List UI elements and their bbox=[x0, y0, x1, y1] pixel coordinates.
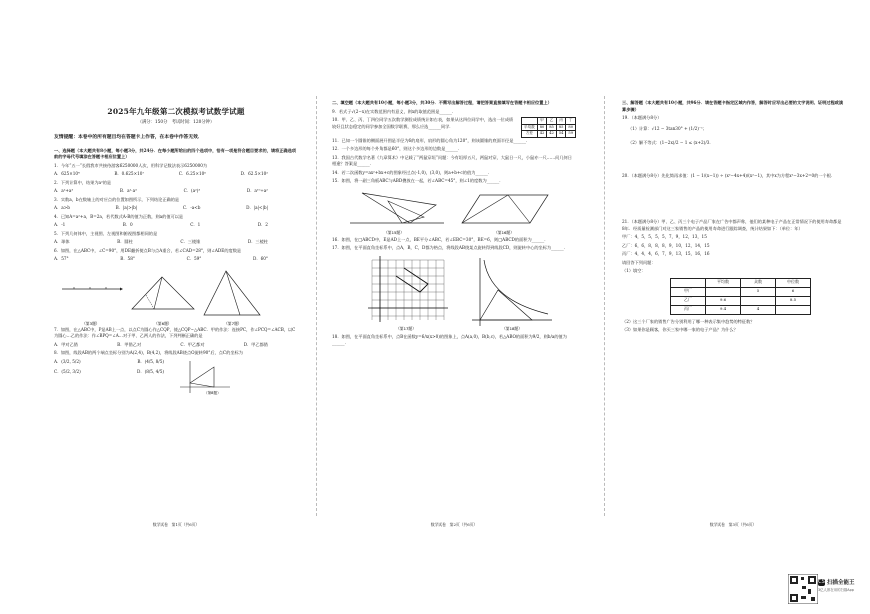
figure-label: （第6题） bbox=[154, 320, 172, 326]
option: C．6.25×10⁶ bbox=[178, 171, 206, 177]
cs-logo-icon: CS bbox=[818, 578, 825, 585]
option: A．甲对乙错 bbox=[54, 341, 78, 347]
option: B．58° bbox=[120, 256, 135, 262]
option: A．(3/2, 5/2) bbox=[54, 358, 81, 364]
figure-label: （第16题） bbox=[494, 229, 515, 235]
question-4: 4．已知A=a²+a，B=2a，若代数式A-B的值为正数，则a的值可以是 bbox=[54, 213, 184, 219]
scanner-sub: 3亿人都在用的扫描App bbox=[818, 588, 854, 592]
page-divider bbox=[604, 96, 605, 516]
question-6: 6．如图，在△ABC中，∠C=90°，用DE翻折使点B与点A重合，若∠CAD=28°，则∠ADE的度数是 bbox=[54, 247, 242, 253]
table-cell: 乙 bbox=[547, 118, 557, 125]
option: C．59° bbox=[186, 256, 202, 262]
table-cell: 众数 bbox=[741, 278, 776, 287]
figure-label: （第8题） bbox=[204, 390, 221, 395]
option: C．1 bbox=[190, 222, 201, 228]
option: D．62.5×10⁵ bbox=[240, 171, 268, 177]
question-21: 21．（本题满分8分）甲、乙、丙三个电子产品厂家在广告中都声称，他们的某种电子产品在正常情况下的使用寿命都是8年．经质量检测部门对这三家销售的产品的使用寿命进行跟踪调查，统计结果如下：（单位：年） bbox=[622, 219, 842, 231]
exam-page-1 bbox=[54, 88, 298, 528]
question-8-body bbox=[54, 359, 298, 395]
question-19-part-1: （1）计算：√12 − 3tan30° + (1/2)⁻¹； bbox=[628, 125, 707, 131]
question-10: 10．甲、乙、丙、丁四位同学五次数学测验成绩统计如右表，如果从这四位同学中，选出一位成绩较好且状态稳定的同学参加全国数学联赛，那么应选______同学． bbox=[332, 117, 514, 129]
exam-page-2 bbox=[332, 88, 576, 528]
question-1-options bbox=[54, 171, 298, 178]
triangle-fold-figure bbox=[132, 277, 194, 309]
table-row bbox=[671, 305, 811, 314]
option: B．(4/5, 8/5) bbox=[137, 358, 164, 364]
triangle-similar-figure bbox=[204, 271, 260, 315]
table-cell: 丙 bbox=[556, 118, 566, 125]
table-cell: 85 bbox=[556, 124, 566, 131]
table-cell: 85 bbox=[547, 124, 557, 131]
question-1: 1．今年“五一”长假我市共接待游客6250000人次，用科学记数法表示6250000为 bbox=[54, 162, 208, 168]
question-12: 12．一个多边形的每个外角都是60°，则这个多边形的边数是______． bbox=[332, 146, 463, 152]
option: B．甲错乙对 bbox=[117, 341, 142, 347]
table-cell bbox=[671, 278, 706, 287]
section-fill: 二、填空题（本大题共有10小题，每小题3分，共30分．不需写出解答过程，请把答案直接填写在答题卡相应位置上） bbox=[332, 100, 552, 105]
page-divider bbox=[316, 96, 317, 516]
question-21-part-3: （3）如果你是顾客，你买三家中哪一家的电子产品？为什么？ bbox=[622, 327, 738, 332]
option: D．(8/5, 4/5) bbox=[137, 369, 164, 375]
question-13: 13．我国古代数学名著《九章算术》中记载了“两鼠穿垣”问题：今有垣厚五尺，两鼠对穿，大鼠日一尺，小鼠亦一尺……问几何日相逢？答案是______． bbox=[332, 154, 572, 167]
question-9: 9．若式子√(2−x)在实数范围内有意义，则x的取值范围是______． bbox=[332, 108, 457, 114]
option: D．三棱柱 bbox=[247, 239, 268, 245]
question-20: 20．（本题满分8分）先化简再求值：(1 − 1/(x−1)) ÷ (x²−4x+4)/(x²−1)，其中x为方程x²−3x+2=0的一个根． bbox=[622, 172, 836, 178]
table-cell: 59 bbox=[566, 131, 576, 138]
option-row bbox=[54, 369, 174, 376]
figure-label: （第15题） bbox=[384, 229, 405, 235]
option: A．球体 bbox=[54, 239, 70, 245]
qr-code-icon bbox=[788, 574, 818, 604]
question-11: 11．已知一个圆锥的侧面展开图是半径为6的扇形，扇形的圆心角为120°，则该圆锥的底面半径是______． bbox=[332, 137, 531, 143]
exam-page-3 bbox=[622, 88, 844, 528]
page-footer: 数学试卷 第2页（共6页） bbox=[430, 522, 478, 528]
exam-subtitle: （满分：150分 考试时间：120分钟） bbox=[137, 119, 215, 125]
table-cell: 平均数 bbox=[521, 124, 537, 131]
table-cell: 80 bbox=[566, 124, 576, 131]
option: C．-a<b bbox=[182, 205, 201, 211]
question-4-options bbox=[54, 222, 298, 229]
option: C．(a²)³ bbox=[183, 188, 201, 194]
table-cell: 42 bbox=[547, 131, 557, 138]
table-header bbox=[671, 278, 811, 287]
option: A．a²+a³ bbox=[54, 188, 74, 194]
option: A．a>b bbox=[54, 205, 70, 211]
question-21-ask: 请回答下列问题： bbox=[622, 259, 656, 265]
scanner-name: 扫描全能王 bbox=[827, 580, 855, 586]
option: D．60° bbox=[253, 256, 268, 262]
question-3-options bbox=[54, 205, 298, 212]
exam-title: 2025年九年级第二次模拟考试数学试题 bbox=[107, 107, 245, 116]
parallelogram-figure bbox=[462, 195, 548, 223]
table-row bbox=[521, 131, 575, 138]
table-cell: 中位数 bbox=[776, 278, 811, 287]
data-yi: 乙厂：6，6，8，8，8，9，10，12，14，15 bbox=[622, 242, 710, 248]
coordinate-figure-8 bbox=[174, 359, 234, 395]
hyperbola-figure bbox=[472, 258, 552, 326]
table-cell: 乙厂 bbox=[671, 296, 706, 305]
question-18: 18．如图，在平面直角坐标系中，点B在函数y=6/x(x>0)的图象上，点A(a,0)，B(b,c)，若△ABO的面积为9/2，则b/a的值为______． bbox=[332, 333, 567, 346]
table-cell: 5 bbox=[741, 287, 776, 296]
triangle-ruler-figure bbox=[350, 193, 444, 223]
data-jia: 甲厂：4，5，5，5，5，7，9，12，13，15 bbox=[622, 234, 707, 239]
question-6-options bbox=[54, 256, 298, 263]
question-8: 8．如图，线段AB的两个端点坐标分别为A(2,4)，B(4,2)，将线段AB绕点O旋转90°后，点C的坐标为 bbox=[54, 350, 243, 356]
section-choice: 一、选择题（本大题共有8小题，每小题3分，共24分．在每小题所给出的四个选项中，恰有一项是符合题目要求的，请将正确选项前的字母代号填涂在答题卡相应位置上） bbox=[54, 147, 296, 160]
scanner-badge bbox=[818, 578, 870, 600]
table-cell: 甲厂 bbox=[671, 287, 706, 296]
question-3: 3．实数a，b在数轴上的对应点的位置如图所示，下列结论正确的是 bbox=[54, 196, 180, 202]
table-cell: 6 bbox=[776, 287, 811, 296]
table-cell: 方差 bbox=[521, 131, 537, 138]
table-cell: 42 bbox=[537, 131, 547, 138]
table-row bbox=[671, 296, 811, 305]
question-15: 15．如图，将一副三角板ABC与ABD叠放在一起，若∠ABC=45°，则∠1的度数为______． bbox=[332, 178, 504, 184]
question-19: 19．（本题满分8分） bbox=[622, 115, 662, 120]
table-cell bbox=[776, 305, 811, 314]
stats-fill-table bbox=[670, 278, 811, 315]
option: D．|a|<|b| bbox=[246, 205, 268, 211]
table-cell: 80 bbox=[537, 124, 547, 131]
option: B．圆柱 bbox=[117, 239, 133, 245]
option: D．2 bbox=[257, 222, 268, 228]
figure-label: （第3题） bbox=[82, 320, 100, 326]
option: C．甲乙都对 bbox=[180, 341, 205, 347]
table-cell: 8.5 bbox=[776, 296, 811, 305]
grid-figure bbox=[372, 260, 444, 320]
option: A．625×10⁴ bbox=[54, 171, 80, 177]
table-cell: 甲 bbox=[537, 118, 547, 125]
option-row bbox=[54, 359, 174, 366]
question-2: 2．下列计算中，结果为a⁵的是 bbox=[54, 179, 112, 185]
option: D．a¹⁰÷a² bbox=[246, 188, 268, 194]
figure-label: （第18题） bbox=[502, 325, 523, 331]
table-row bbox=[671, 287, 811, 296]
notice: 友情提醒：本卷中的所有题目均在答题卡上作答，在本卷中作答无效． bbox=[54, 134, 203, 141]
table-cell: 4 bbox=[741, 305, 776, 314]
page-footer: 数学试卷 第1页（共6页） bbox=[152, 522, 200, 528]
option: A．-1 bbox=[54, 222, 66, 228]
figure-label: （第17题） bbox=[396, 325, 417, 331]
figures-17-18 bbox=[332, 254, 576, 334]
question-17: 17．如图，在平面直角坐标系中，点A，B，C，D都为格点，将线段AB绕某点旋转得到线段CD，则旋转中心的坐标为______． bbox=[332, 245, 568, 251]
table-cell: 9.4 bbox=[706, 305, 741, 314]
question-10-block bbox=[332, 117, 576, 138]
table-cell bbox=[741, 296, 776, 305]
question-5: 5．下列几何体中，主视图、左视图和俯视图都相同的是 bbox=[54, 230, 158, 236]
table-cell: 平均数 bbox=[706, 278, 741, 287]
question-14: 14．若二次函数y=ax²+bx+c的图象经过点(-1,0)，(3,0)，则a+b+c的值为______． bbox=[332, 169, 493, 175]
question-5-options bbox=[54, 239, 298, 246]
data-bing: 丙厂：4，4，4，6，7，9，13，15，16，16 bbox=[622, 251, 710, 256]
question-8-options bbox=[54, 359, 174, 376]
question-7: 7．如图，在△ABC中，P是AB上一点，以点C为圆心作△CQP，使△CQP∽△ABC．甲的作法：连接PC，作∠PCQ=∠ACB，以C为圆心…乙的作法：作∠BPQ=∠A…对于甲、乙两人的作法，下列判断正确的是 bbox=[54, 326, 296, 339]
table-cell: 9.6 bbox=[706, 296, 741, 305]
option: C．(5/2, 3/2) bbox=[54, 369, 81, 375]
option: D．甲乙都错 bbox=[243, 341, 268, 347]
question-21-part-2: （2）这三个厂家的销售广告分别利用了哪一种表示集中趋势的特征数？ bbox=[622, 318, 755, 324]
option: B．0.625×10⁷ bbox=[114, 171, 145, 177]
stats-table bbox=[521, 117, 576, 138]
table-cell bbox=[706, 287, 741, 296]
table-cell: 54 bbox=[556, 131, 566, 138]
option: B．|a|>|b| bbox=[115, 205, 138, 211]
question-2-options bbox=[54, 188, 298, 195]
question-16: 16．如图，在□ABCD中，E是AD上一点，BE平分∠ABC，若∠EBC=30°，BE=6，则□ABCD的面积为______． bbox=[332, 236, 549, 242]
table-cell: 丁 bbox=[566, 118, 576, 125]
option: B．0 bbox=[122, 222, 133, 228]
page-footer: 数学试卷 第3页（共6页） bbox=[709, 522, 757, 528]
figure-label: （第7题） bbox=[224, 320, 242, 326]
question-21-part-1: （1）填空： bbox=[622, 268, 646, 273]
number-line-figure bbox=[62, 287, 123, 291]
question-19-part-2: （2）解不等式：(1−2x)/2 − 1 ≤ (x+2)/3． bbox=[628, 140, 714, 145]
section-answer: 三、解答题（本大题共有10小题，共96分．请在答题卡指定区域内作答，解答时应写出必要的文字说明、证明过程或演算步骤） bbox=[622, 100, 844, 112]
option: A．57° bbox=[54, 256, 69, 262]
scanner-badge-row bbox=[818, 578, 870, 586]
option: C．三棱锥 bbox=[180, 239, 201, 245]
option: B．a²·a³ bbox=[119, 188, 137, 194]
figures-3-6-7 bbox=[54, 265, 298, 327]
figures-15-16 bbox=[332, 187, 576, 237]
question-7-options bbox=[54, 342, 298, 349]
table-cell: 丙厂 bbox=[671, 305, 706, 314]
